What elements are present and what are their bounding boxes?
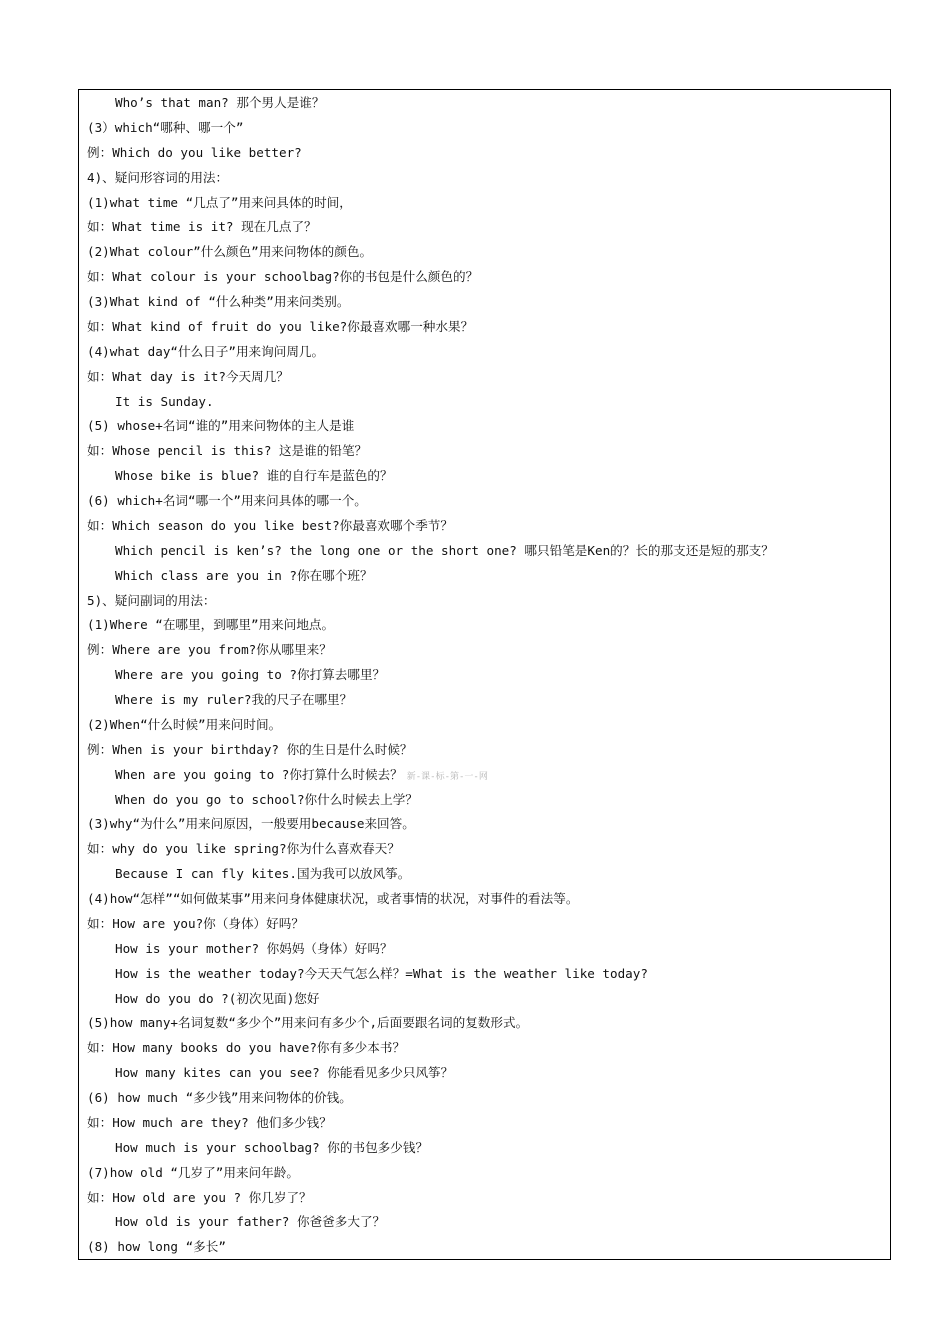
text-line: 例：When is your birthday? 你的生日是什么时候？	[87, 741, 413, 757]
document-body	[87, 91, 887, 1260]
text-line: (2)What colour”什么颜色”用来问物体的颜色。	[87, 244, 373, 260]
text-line: (4)how“怎样”“如何做某事”用来问身体健康状况，或者事情的状况，对事件的看法等。	[87, 891, 579, 906]
text-line: (4)what day“什么日子”用来询问周几。	[87, 343, 325, 359]
text-line: 如：How are you?你（身体）好吗？	[87, 915, 304, 931]
text-line: (7)how old “几岁了”用来问年龄。	[87, 1164, 299, 1180]
text-line: 如：How many books do you have?你有多少本书？	[87, 1040, 406, 1056]
text-line: Whose bike is blue? 谁的自行车是蓝色的？	[115, 468, 393, 484]
text-line: 如：How much are they? 他们多少钱？	[87, 1114, 332, 1130]
text-line: 如：What kind of fruit do you like?你最喜欢哪一种水果？	[87, 318, 474, 334]
text-line: 如：What colour is your schoolbag?你的书包是什么颜色的？	[87, 269, 479, 285]
text-line: 例：Which do you like better?	[87, 144, 302, 160]
text-line: 如：Whose pencil is this? 这是谁的铅笔？	[87, 443, 368, 459]
text-line: (6) how much “多少钱”用来问物体的价钱。	[87, 1090, 352, 1105]
text-line: When do you go to school?你什么时候去上学？	[115, 791, 418, 807]
text-line: It is Sunday.	[115, 393, 214, 409]
text-line: 如：Which season do you like best?你最喜欢哪个季节？	[87, 517, 453, 533]
text-line: How is the weather today?今天天气怎么样？=What is the weather like today?	[115, 965, 648, 981]
section-heading: 5)、疑问副词的用法：	[87, 592, 216, 608]
text-line: Where is my ruler?我的尺子在哪里？	[115, 692, 353, 707]
section-heading: 4)、疑问形容词的用法：	[87, 169, 229, 185]
text-line: How do you do ?(初次见面)您好	[115, 990, 320, 1006]
text-line: (5) whose+名词“谁的”用来问物体的主人是谁	[87, 418, 355, 434]
text-line: (1)what time “几点了”用来问具体的时间，	[87, 194, 352, 210]
text-line: Which pencil is ken’s? the long one or the short one? 哪只铅笔是Ken的？长的那支还是短的那支？	[115, 542, 774, 558]
text-line: (2)When“什么时候”用来问时间。	[87, 716, 282, 732]
text-line: (8) how long “多长”	[87, 1239, 226, 1255]
text-line: (3)What kind of “什么种类”用来问类别。	[87, 294, 350, 309]
watermark-text: 新-课-标-第-一-网	[406, 771, 488, 782]
text-line: How many kites can you see? 你能看见多少只风筝？	[115, 1065, 454, 1081]
text-line: How much is your schoolbag? 你的书包多少钱？	[115, 1139, 429, 1155]
text-line: (5)how many+名词复数“多少个”用来问有多少个,后面要跟名词的复数形式。	[87, 1015, 529, 1031]
text-line: 如：What day is it?今天周几？	[87, 368, 289, 384]
text-line: 例：Where are you from?你从哪里来？	[87, 642, 332, 658]
text-segment: When are you going to ?你打算什么时候去？	[115, 766, 403, 782]
text-line: (6) which+名词“哪一个”用来问具体的哪一个。	[87, 493, 367, 508]
text-line: (1)Where “在哪里，到哪里”用来问地点。	[87, 617, 335, 633]
text-line: 如：why do you like spring?你为什么喜欢春天？	[87, 841, 400, 857]
text-line: How is your mother? 你妈妈（身体）好吗？	[115, 940, 393, 956]
text-line: 如：How old are you ? 你几岁了？	[87, 1189, 312, 1205]
text-line: How old is your father? 你爸爸多大了？	[115, 1214, 386, 1230]
text-line-with-watermark	[87, 763, 887, 788]
text-line: Where are you going to ?你打算去哪里？	[115, 667, 386, 683]
text-line: Which class are you in ?你在哪个班？	[115, 567, 373, 583]
text-line: Who’s that man? 那个男人是谁？	[115, 95, 325, 110]
text-line: (3)why“为什么”用来问原因，一般要用because来回答。	[87, 816, 415, 832]
text-line: 如：What time is it? 现在几点了？	[87, 219, 317, 235]
text-line: (3）which“哪种、哪一个”	[87, 119, 244, 135]
text-line: Because I can fly kites.国为我可以放风筝。	[115, 866, 411, 882]
